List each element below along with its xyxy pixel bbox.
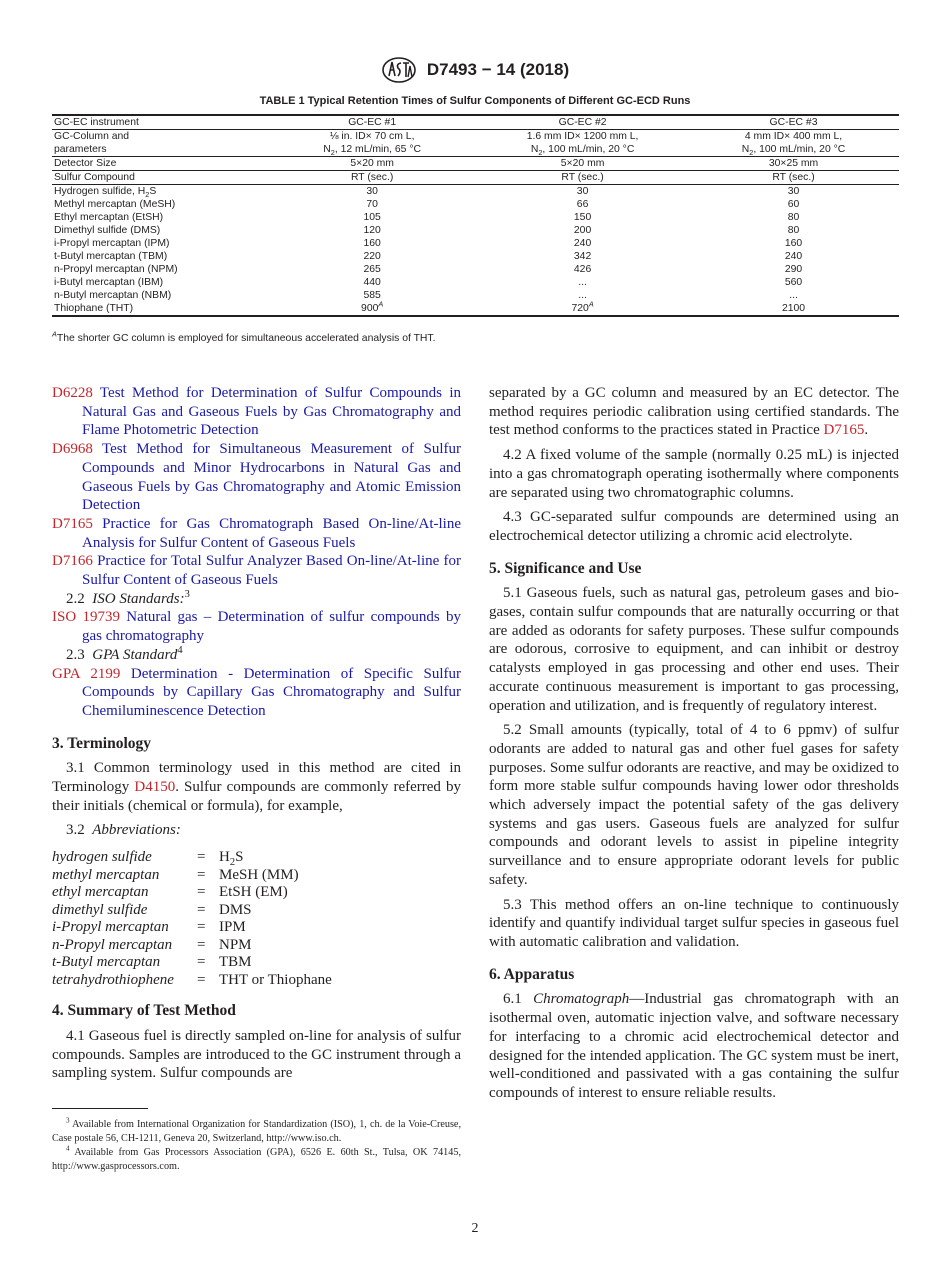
- table-cell: GC-EC #1: [267, 115, 477, 130]
- astm-logo-icon: [381, 56, 417, 84]
- abbr-value: IPM: [219, 919, 246, 936]
- footnote-4: [52, 1146, 461, 1174]
- table-cell: 426: [573, 264, 592, 275]
- table-cell: GC-EC #2: [477, 115, 688, 130]
- cell-line: 1.6 mm ID× 1200 mm L,: [526, 131, 639, 142]
- abbr-equals: =: [197, 954, 206, 971]
- cell-line: [479, 143, 686, 156]
- table-row: [52, 237, 899, 250]
- abbr-term: t-Butyl mercaptan: [52, 954, 161, 971]
- footnote-divider: [52, 1108, 148, 1109]
- reference-item: [52, 515, 461, 552]
- paragraph-4-1-continued: [489, 384, 899, 440]
- abbr-equals: =: [197, 884, 206, 901]
- text: Hydrogen sulfide, H: [54, 186, 146, 197]
- reference-title[interactable]: Natural gas – Determination of sulfur compounds by gas chromatography: [82, 609, 462, 645]
- table-cell: 160: [784, 238, 803, 249]
- footnote-ref[interactable]: 3: [184, 588, 190, 600]
- paragraph-6-1: [489, 990, 899, 1102]
- reference-title[interactable]: Practice for Gas Chromatograph Based On-line/At-line Analysis for Sulfur Content of Gaseous Fuels: [82, 515, 461, 551]
- cell-line: parameters: [54, 144, 107, 155]
- table-cell: RT (sec.): [477, 171, 688, 185]
- table-cell: 2100: [688, 302, 899, 316]
- table-cell: 200: [573, 225, 592, 236]
- subscript: 2: [145, 190, 150, 200]
- table-cell: 5×20 mm: [267, 157, 477, 171]
- table-cell: Dimethyl sulfide (DMS): [54, 225, 161, 236]
- table-cell: 30: [477, 185, 688, 199]
- table-cell: 30: [688, 185, 899, 199]
- reference-title[interactable]: Test Method for Determination of Sulfur Compounds in Natural Gas and Gaseous Fuels by Gas Chromatography and Flame Photometric Detection: [82, 385, 462, 439]
- table-row: [52, 211, 899, 224]
- table-cell: ...: [578, 290, 587, 301]
- table-cell: GC-EC instrument: [52, 115, 267, 130]
- table-cell: 160: [363, 238, 381, 249]
- text: 6.1: [503, 991, 534, 1008]
- footnote-ref[interactable]: 4: [177, 644, 183, 656]
- table-cell: Detector Size: [52, 157, 267, 171]
- section-number: 2.3: [66, 646, 85, 663]
- text: 3.1 Common terminology used in this method are cited in Terminology: [52, 760, 461, 796]
- text: , 100 mL/min, 20 °C: [542, 144, 635, 155]
- cell-line: [269, 143, 475, 156]
- reference-title[interactable]: Test Method for Simultaneous Measurement of Sulfur Compounds and Minor Hydrocarbons in Natural Gas and Gaseous Fuels by Gas Chromatography and Atomic Emission Detection: [82, 441, 461, 514]
- table-cell: 585: [363, 290, 381, 301]
- gpa-standard-heading: [52, 646, 461, 665]
- abbreviations-label: Abbreviations:: [92, 822, 181, 839]
- abbr-equals: =: [197, 919, 206, 936]
- text: 3.2: [66, 822, 89, 839]
- abbr-value: THT or Thiophane: [219, 971, 332, 988]
- table-cell: 120: [363, 225, 381, 236]
- subscript: 2: [330, 148, 335, 158]
- table-cell: 60: [787, 199, 800, 210]
- abbreviation-row: [52, 883, 461, 901]
- reference-link-d7165-inline[interactable]: D7165: [823, 422, 865, 439]
- abbr-value: [219, 848, 244, 869]
- table-cell: 440: [363, 277, 381, 288]
- table-row: [52, 289, 899, 302]
- reference-link-iso19739[interactable]: ISO 19739: [52, 609, 120, 626]
- abbr-term: hydrogen sulfide: [52, 849, 152, 866]
- abbr-value: MeSH (MM): [219, 866, 299, 883]
- reference-item: [52, 665, 461, 721]
- table-cell: Ethyl mercaptan (EtSH): [54, 212, 164, 223]
- table-cell: n-Butyl mercaptan (NBM): [54, 290, 172, 301]
- footnote-marker: A: [588, 299, 594, 309]
- table-cell: 70: [366, 199, 378, 210]
- section-heading-summary: 4. Summary of Test Method: [52, 1002, 236, 1020]
- text: 720: [571, 303, 589, 314]
- text: . Sulfur compounds are commonly referred by their initials (chemical or formula), for example,: [52, 779, 461, 814]
- table-row: [52, 185, 899, 199]
- section-heading-terminology: 3. Terminology: [52, 734, 152, 752]
- reference-link-d4150[interactable]: D4150: [134, 779, 176, 796]
- table-cell: 265: [363, 264, 381, 275]
- cell-line: 4 mm ID× 400 mm L,: [744, 131, 843, 142]
- abbr-term: ethyl mercaptan: [52, 884, 149, 901]
- iso-standards-heading: [52, 590, 461, 609]
- text: 900: [361, 303, 379, 314]
- table-cell: [267, 299, 477, 316]
- text: S: [235, 849, 244, 866]
- abbr-term: methyl mercaptan: [52, 866, 160, 883]
- table-cell: GC-EC #3: [688, 115, 899, 130]
- abbreviation-row: [52, 848, 461, 869]
- table-cell: [477, 299, 688, 316]
- abbr-value: DMS: [219, 901, 252, 918]
- subscript: 2: [538, 148, 543, 158]
- table-cell: 560: [784, 277, 803, 288]
- reference-link-gpa2199[interactable]: GPA 2199: [52, 665, 121, 682]
- abbr-equals: =: [197, 971, 206, 988]
- right-column: [489, 384, 899, 1109]
- section-label: ISO Standards:: [92, 590, 185, 607]
- text: —Industrial gas chromatograph with an isothermal oven, automatic injection valve, and software necessary for interfacing to a chromic acid electrochemical detector and designed for the intended application. The GC system must be inert, well-conditioned and passivated with a gas containing the sulfur compounds of interest to ensure reliable results.: [489, 991, 900, 1101]
- abbr-value: TBM: [219, 954, 252, 971]
- table-cell: 240: [784, 251, 803, 262]
- text: N: [741, 144, 750, 155]
- abbr-term: n-Propyl mercaptan: [52, 936, 173, 953]
- footnote-marker: A: [52, 329, 57, 339]
- document-id: D7493 − 14 (2018): [426, 60, 570, 79]
- table-cell: 30: [267, 185, 477, 199]
- footnote-text: Available from International Organization for Standardization (ISO), 1, ch. de la Voie-Creuse, Case postale 56, CH-1211, Geneva 20, Switzerland, http://www.iso.ch.: [52, 1119, 461, 1144]
- table-cell: i-Propyl mercaptan (IPM): [54, 238, 170, 249]
- table-cell: t-Butyl mercaptan (TBM): [54, 251, 168, 262]
- reference-title[interactable]: Practice for Total Sulfur Analyzer Based On-line/At-line for Sulfur Content of Gaseous Fuels: [82, 553, 461, 589]
- table-cell: 342: [573, 251, 592, 262]
- subscript: 2: [749, 148, 754, 158]
- cell-line: GC-Column and: [54, 131, 130, 142]
- paragraph-4-3: 4.3 GC-separated sulfur compounds are determined using an electrochemical detector utilizing a chromic acid electrolyte.: [489, 509, 899, 544]
- table-cell: 150: [573, 212, 592, 223]
- left-column: [52, 384, 461, 1089]
- table-cell: 80: [787, 225, 800, 236]
- text: , 100 mL/min, 20 °C: [753, 144, 846, 155]
- table-cell: 66: [576, 199, 589, 210]
- table-footnote: [52, 329, 436, 344]
- text: N: [530, 144, 539, 155]
- abbr-value: NPM: [219, 936, 252, 953]
- paragraph-5-1: 5.1 Gaseous fuels, such as natural gas, petroleum gases and bio-gases, contain sulfur compounds that are naturally occurring or that are added as odorants for safety purposes. These sulfur compounds are odorous, corrosive to equipment, and can inhibit or destroy catalysts employed in gas processing and other end uses. Their accurate continuous measurement is important to gas processing, operation and utilization, and is frequently of regulatory interest.: [489, 585, 899, 714]
- table-cell: ...: [789, 290, 798, 301]
- table-header-row: [52, 115, 899, 130]
- paragraph-3-2: [52, 821, 461, 840]
- paragraph-5-3: 5.3 This method offers an on-line technique to continuously identify and quantify individual target sulfur species in gaseous fuel with automatic calibration and validation.: [489, 896, 899, 950]
- table-cell: [267, 130, 477, 157]
- abbreviations-list: [52, 848, 461, 988]
- abbreviation-row: [52, 866, 461, 884]
- table-cell: 290: [784, 264, 803, 275]
- text: , 12 mL/min, 65 °C: [334, 144, 422, 155]
- table-cell: [52, 185, 267, 199]
- cell-line: ⅛ in. ID× 70 cm L,: [329, 131, 415, 142]
- term: Chromatograph: [533, 991, 630, 1008]
- table-cell: 30×25 mm: [688, 157, 899, 171]
- paragraph-4-2: 4.2 A fixed volume of the sample (normally 0.25 mL) is injected into a gas chromatograph operating isothermally where components are separated using two chromatographic columns.: [489, 447, 899, 501]
- page-header: [0, 56, 950, 84]
- page-footnotes: [52, 1118, 461, 1174]
- table-title: TABLE 1 Typical Retention Times of Sulfur Components of Different GC-ECD Runs: [259, 95, 691, 107]
- subscript: 2: [229, 857, 236, 869]
- abbr-value: EtSH (EM): [219, 884, 288, 901]
- abbr-equals: =: [197, 936, 206, 953]
- abbreviation-row: [52, 918, 461, 936]
- table-cell: Methyl mercaptan (MeSH): [54, 199, 176, 210]
- reference-title[interactable]: Determination - Determination of Specific Sulfur Compounds by Capillary Gas Chromatography and Sulfur Chemiluminescence Detection: [82, 665, 461, 719]
- abbr-equals: =: [197, 901, 206, 918]
- table-cell: 105: [363, 212, 381, 223]
- reference-item: [52, 384, 461, 440]
- reference-item: [52, 552, 461, 589]
- table-cell: n-Propyl mercaptan (NPM): [54, 264, 178, 275]
- abbreviation-row: [52, 901, 461, 919]
- table-cell: Thiophane (THT): [52, 302, 267, 316]
- table-header-row: [52, 130, 899, 157]
- table-cell: [52, 130, 267, 157]
- footnote-3: [52, 1118, 461, 1146]
- section-heading-significance: 5. Significance and Use: [489, 559, 642, 577]
- text: H: [219, 849, 230, 866]
- reference-item: [52, 608, 461, 645]
- table-row: [52, 263, 899, 276]
- abbr-equals: =: [197, 849, 206, 866]
- text: S: [149, 186, 157, 197]
- table-cell: 80: [787, 212, 800, 223]
- table-cell: RT (sec.): [688, 171, 899, 185]
- paragraph-5-2: 5.2 Small amounts (typically, total of 4 to 6 ppmv) of sulfur odorants are added to natural gas and other fuel gases for safety purposes. Some sulfur odorants are reactive, and may be oxidized to form more stable sulfur compounds having lower odor thresholds which adversely impact the potential safety of the gas delivery systems and gas users. Gaseous fuels are analyzed for sulfur compounds and odorant levels to assist in pipeline integrity surveillance and to ensure appropriate odorant levels for public safety.: [489, 722, 899, 888]
- table-row: [52, 224, 899, 237]
- abbr-equals: =: [197, 866, 206, 883]
- table-cell: 240: [573, 238, 592, 249]
- table-row: [52, 302, 899, 316]
- reference-link-d7166[interactable]: D7166: [52, 553, 93, 570]
- abbr-term: i-Propyl mercaptan: [52, 919, 169, 936]
- abbreviation-row: [52, 971, 461, 989]
- footnote-number: 3: [66, 1116, 70, 1125]
- abbreviation-row: [52, 953, 461, 971]
- table-row: [52, 250, 899, 263]
- table-cell: RT (sec.): [267, 171, 477, 185]
- reference-link-d6968[interactable]: D6968: [52, 441, 93, 458]
- table-header-row: [52, 157, 899, 171]
- reference-item: [52, 440, 461, 515]
- paragraph-4-1: 4.1 Gaseous fuel is directly sampled on-line for analysis of sulfur compounds. Samples are introduced to the GC instrument through a sampling system. Sulfur compounds are: [52, 1027, 461, 1082]
- page-number: 2: [471, 1221, 479, 1236]
- footnote-number: 4: [66, 1144, 70, 1153]
- table-cell: i-Butyl mercaptan (IBM): [54, 277, 164, 288]
- table-cell: ...: [578, 277, 587, 288]
- reference-link-d6228[interactable]: D6228: [52, 385, 93, 401]
- abbreviation-row: [52, 936, 461, 954]
- section-heading-apparatus: 6. Apparatus: [489, 965, 575, 983]
- footnote-text: The shorter GC column is employed for simultaneous accelerated analysis of THT.: [56, 333, 436, 344]
- cell-line: [690, 143, 897, 156]
- footnote-marker: A: [378, 299, 384, 309]
- table-cell: [477, 130, 688, 157]
- reference-link-d7165[interactable]: D7165: [52, 515, 93, 532]
- section-label: GPA Standard: [92, 646, 178, 663]
- table-cell: 220: [363, 251, 381, 262]
- table-cell: 5×20 mm: [477, 157, 688, 171]
- abbr-term: dimethyl sulfide: [52, 901, 148, 918]
- table-cell: [688, 130, 899, 157]
- table-cell: Sulfur Compound: [52, 171, 267, 185]
- footnote-text: Available from Gas Processors Association (GPA), 6526 E. 60th St., Tulsa, OK 74145, http://www.gasprocessors.com.: [52, 1147, 461, 1172]
- table-row: [52, 198, 899, 211]
- text: N: [323, 144, 331, 155]
- abbr-term: tetrahydrothiophene: [52, 971, 174, 988]
- table-header-row: [52, 171, 899, 185]
- text: separated by a GC column and measured by an EC detector. The method requires periodic calibration using certified standards. The test method conforms to the practices stated in Practice: [489, 385, 899, 439]
- paragraph-3-1: [52, 759, 461, 815]
- table-row: [52, 276, 899, 289]
- text: .: [864, 422, 869, 439]
- section-number: 2.2: [66, 590, 85, 607]
- retention-times-table: [52, 114, 899, 317]
